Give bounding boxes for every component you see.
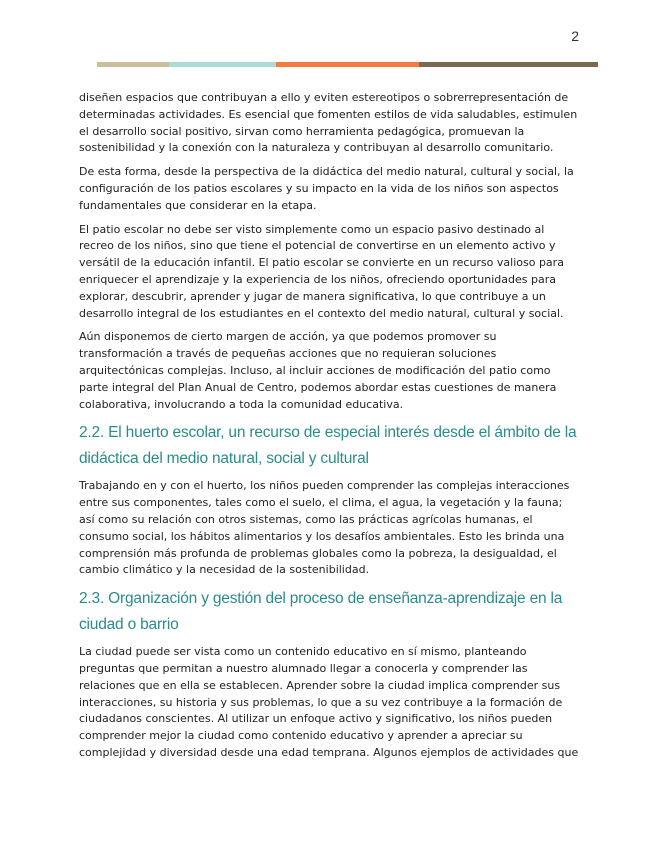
- body-text: [79, 90, 579, 769]
- color-bar-segment: [169, 62, 276, 67]
- section-heading: 2.2. El huerto escolar, un recurso de especial interés desde el ámbito de la didáctica del medio natural, social y cultural: [79, 424, 577, 468]
- paragraph: diseñen espacios que contribuyan a ello y eviten estereotipos o sobrerrepresentación de determinadas actividades. Es esencial que fomenten estilos de vida saludables, estimulen el desarrollo social positivo, sirvan como herramienta pedagógica, promuevan la sostenibilidad y la conexión con la naturaleza y contribuyan al desarrollo comunitario.: [79, 91, 578, 155]
- paragraph: La ciudad puede ser vista como un contenido educativo en sí mismo, planteando preguntas que permitan a nuestro alumnado llegar a conocerla y comprender las relaciones que en ella se establecen. Aprender sobre la ciudad implica comprender sus interacciones, su historia y sus problemas, lo que a su vez contribuye a la formación de ciudadanos conscientes. Al utilizar un enfoque activo y significativo, los niños pueden comprender mejor la ciudad como contenido educativo y aprender a apreciar su complejidad y diversidad desde una edad temprana. Algunos ejemplos de actividades que: [79, 645, 579, 759]
- page-number: 2: [571, 28, 579, 44]
- color-bar-segment: [276, 62, 419, 67]
- section-heading: 2.3. Organización y gestión del proceso de enseñanza-aprendizaje en la ciudad o barrio: [79, 590, 563, 634]
- paragraph: Aún disponemos de cierto margen de acción, ya que podemos promover su transformación a través de pequeñas acciones que no requieran soluciones arquitectónicas complejas. Incluso, al incluir acciones de modificación del patio como parte integral del Plan Anual de Centro, podemos abordar estas cuestiones de manera colaborativa, involucrando a toda la comunidad educativa.: [79, 330, 557, 411]
- paragraph: De esta forma, desde la perspectiva de la didáctica del medio natural, cultural y social, la configuración de los patios escolares y su impacto en la vida de los niños son aspectos fundamentales que considerar en la etapa.: [79, 165, 574, 212]
- paragraph: Trabajando en y con el huerto, los niños pueden comprender las complejas interacciones entre sus componentes, tales como el suelo, el clima, el agua, la vegetación y la fauna; así como su relación con otros sistemas, como las prácticas agrícolas humanas, el consumo social, los hábitos alimentarios y los desafíos ambientales. Esto les brinda una comprensión más profunda de problemas globales como la pobreza, la desigualdad, el cambio climático y la necesidad de la sostenibilidad.: [79, 479, 570, 577]
- paragraph: El patio escolar no debe ser visto simplemente como un espacio pasivo destinado al recreo de los niños, sino que tiene el potencial de convertirse en un elemento activo y versátil de la educación infantil. El patio escolar se convierte en un recurso valioso para enriquecer el aprendizaje y la experiencia de los niños, ofreciendo oportunidades para explorar, descubrir, aprender y jugar de manera significativa, lo que contribuye a un desarrollo integral de los estudiantes en el contexto del medio natural, cultural y social.: [79, 222, 564, 320]
- color-bar-segment: [97, 62, 169, 67]
- color-bar-segment: [419, 62, 598, 67]
- header-color-bar: [97, 62, 598, 67]
